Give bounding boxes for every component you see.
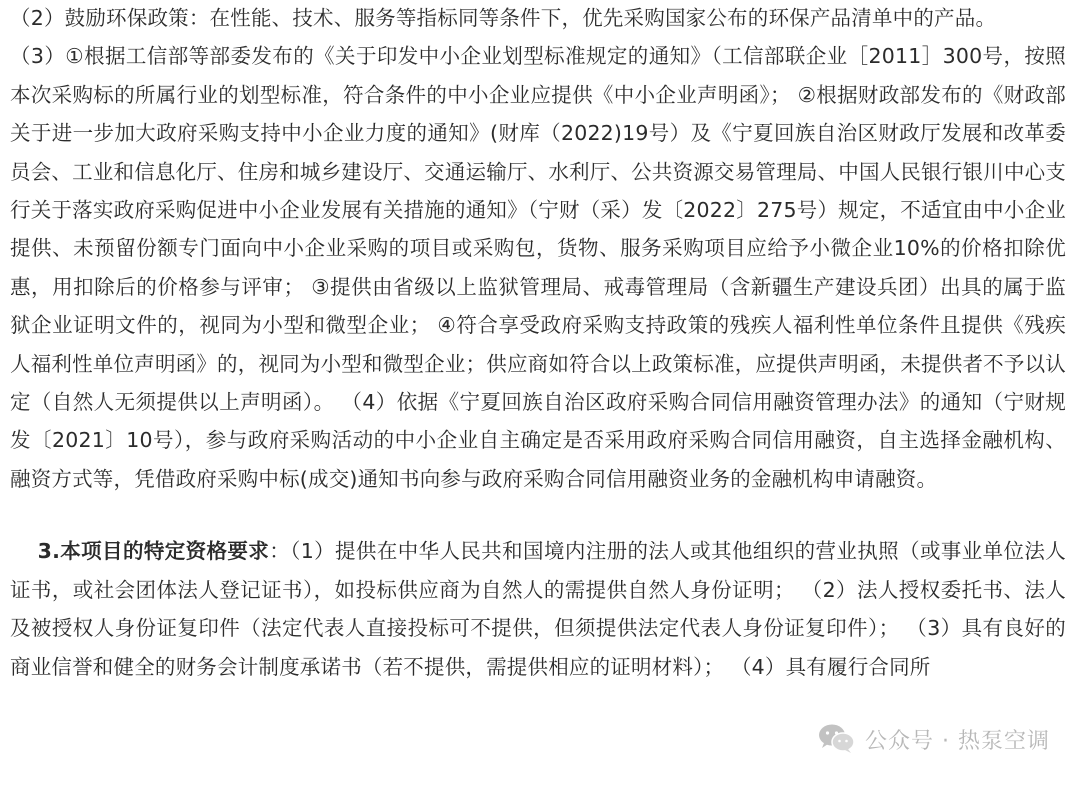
section-body: （1）提供在中华人民共和国境内注册的法人或其他组织的营业执照（或事业单位法人证书，或社会团体法人登记证书），如投标供应商为自然人的需提供自然人身份证明； （2）法人授权委托书、法人及被授权人身份证复印件（法定代表人直接投标可不提供，但须提供法定代表人身份证复印件）； （3）具有良好的商业信誉和健全的财务会计制度承诺书（若不提供，需提供相应的证明材料）； （4）具有履行合同所 [10, 539, 1067, 679]
section-heading-colon: ： [269, 539, 291, 564]
policy-paragraph-sme: （3）①根据工信部等部委发布的《关于印发中小企业划型标准规定的通知》（工信部联企业［2011］300号，按照本次采购标的所属行业的划型标准，符合条件的中小企业应提供《中小企业声明函》； ②根据财政部发布的《财政部关于进一步加大政府采购支持中小企业力度的通知》(财库（2022)19号）及《宁夏回族自治区财政厅发展和改革委员会、工业和信息化厅、住房和城乡建设厅、交通运输厅、水利厅、公共资源交易管理局、中国人民银行银川中心支行关于落实政府采购促进中小企业发展有关措施的通知》（宁财（采）发〔2022〕275号）规定，不适宜由中小企业提供、未预留份额专门面向中小企业采购的项目或采购包，货物、服务采购项目应给予小微企业10%的价格扣除优惠，用扣除后的价格参与评审； ③提供由省级以上监狱管理局、戒毒管理局（含新疆生产建设兵团）出具的属于监狱企业证明文件的，视同为小型和微型企业； ④符合享受政府采购支持政策的残疾人福利性单位条件且提供《残疾人福利性单位声明函》的，视同为小型和微型企业；供应商如符合以上政策标准，应提供声明函，未提供者不予以认定（自然人无须提供以上声明函）。 （4）依据《宁夏回族自治区政府采购合同信用融资管理办法》的通知（宁财规发〔2021〕10号），参与政府采购活动的中小企业自主确定是否采用政府采购合同信用融资，自主选择金融机构、融资方式等，凭借政府采购中标(成交)通知书向参与政府采购合同信用融资业务的金融机构申请融资。 [10, 44, 1066, 491]
section-heading: 3.本项目的特定资格要求 [37, 539, 270, 564]
paragraph-spacer [0, 498, 1080, 532]
qualification-paragraph [0, 532, 1080, 686]
policy-paragraph-environmental: （2）鼓励环保政策：在性能、技术、服务等指标同等条件下，优先采购国家公布的环保产品清单中的产品。 [10, 6, 997, 30]
watermark-text: 公众号 · 热泵空调 [865, 728, 1050, 754]
